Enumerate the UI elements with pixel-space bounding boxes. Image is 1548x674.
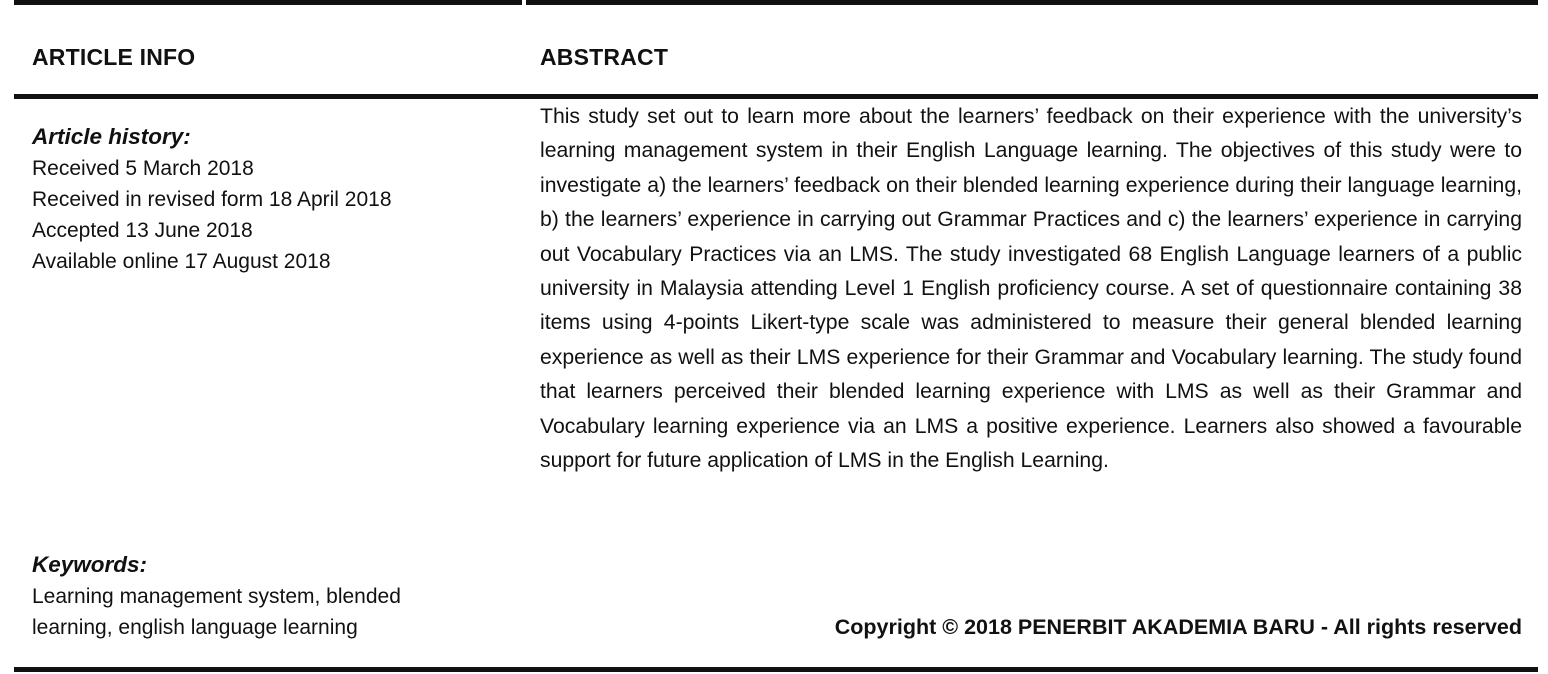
keywords-section	[32, 548, 502, 643]
history-revised: Received in revised form 18 April 2018	[32, 188, 392, 211]
article-history-label: Article history:	[32, 124, 191, 149]
top-rule-right	[526, 0, 1538, 5]
article-info-heading: ARTICLE INFO	[32, 44, 196, 70]
abstract-heading: ABSTRACT	[540, 44, 669, 70]
keywords-line-1: Learning management system, blended	[32, 585, 401, 608]
top-rule-left	[14, 0, 522, 5]
abstract-body: This study set out to learn more about the learners’ feedback on their experience with the university’s learning management system in their English Language learning. The objectives of this study were to investigate a) the learners’ feedback on their blended learning experience during their language learning, b) the learners’ experience in carrying out Grammar Practices and c) the learners’ experience in carrying out Vocabulary Practices via an LMS. The study investigated 68 English Language learners of a public university in Malaysia attending Level 1 English proficiency course. A set of questionnaire containing 38 items using 4-points Likert-type scale was administered to measure their general blended learning experience as well as their LMS experience for their Grammar and Vocabulary learning. The study found that learners perceived their blended learning experience with LMS as well as their Grammar and Vocabulary learning experience via an LMS a positive experience. Learners also showed a favourable support for future application of LMS in the English Learning.	[540, 105, 1522, 473]
article-history-section	[32, 120, 502, 277]
copyright-notice: Copyright © 2018 PENERBIT AKADEMIA BARU - All rights reserved	[834, 615, 1522, 639]
history-received: Received 5 March 2018	[32, 157, 254, 180]
history-accepted: Accepted 13 June 2018	[32, 219, 253, 242]
history-online: Available online 17 August 2018	[32, 250, 331, 273]
keywords-label: Keywords:	[32, 552, 148, 577]
keywords-line-2: learning, english language learning	[32, 616, 358, 639]
bottom-rule	[14, 667, 1538, 672]
header-divider-rule	[14, 94, 1538, 99]
